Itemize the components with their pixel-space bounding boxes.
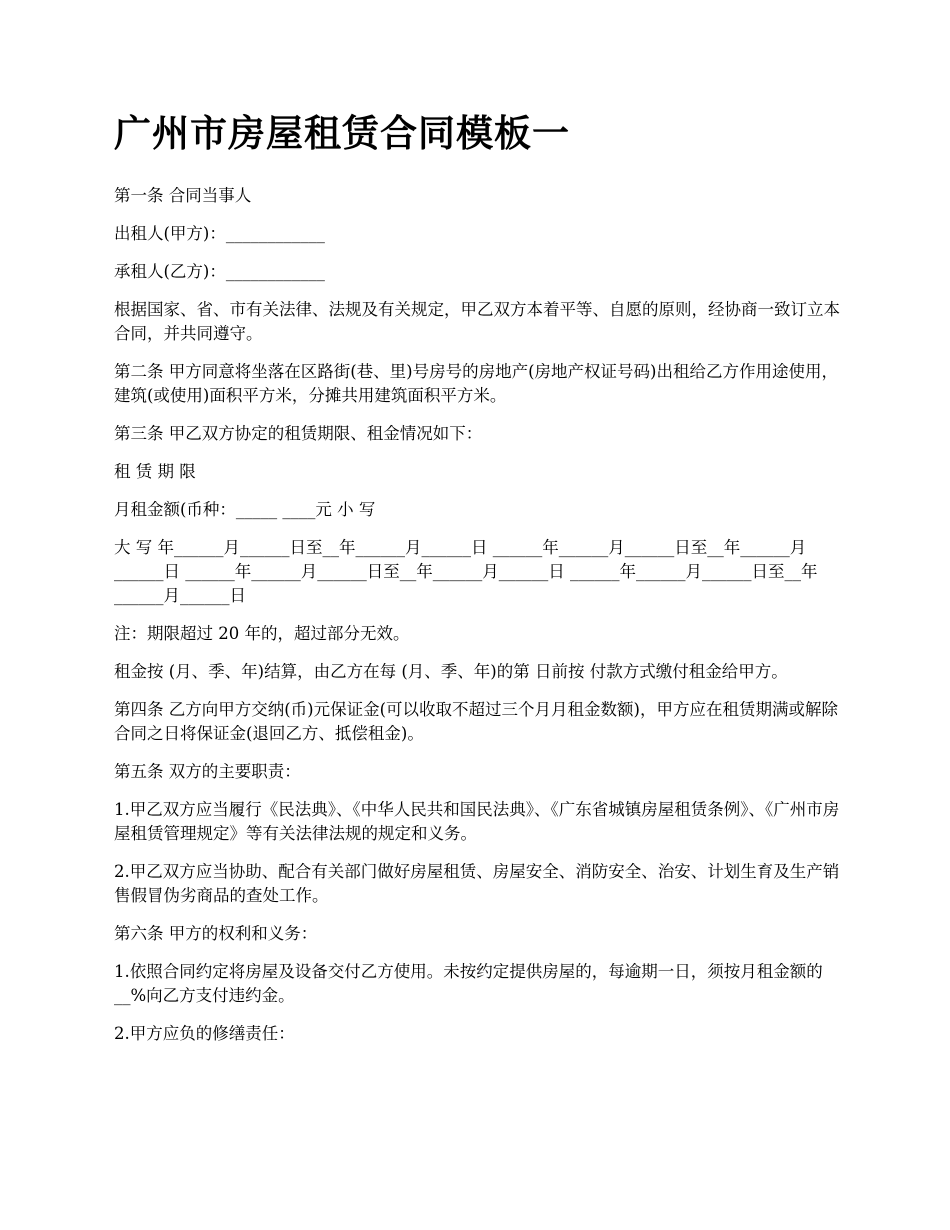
article-5-heading: 第五条 双方的主要职责： [114,762,301,781]
preamble-paragraph: 根据国家、省、市有关法律、法规及有关规定，甲乙双方本着平等、自愿的原则，经协商一致订立本合同，并共同遵守。 [114,300,840,343]
article-6-heading: 第六条 甲方的权利和义务： [114,924,318,943]
document-body [114,108,844,1060]
document-title: 广州市房屋租赁合同模板一 [114,111,570,155]
rent-payment-paragraph: 租金按 (月、季、年)结算，由乙方在每 (月、季、年)的第 日前按 付款方式缴付租金给甲方。 [114,662,788,681]
lease-period-blanks: 大 写 年______月______日至__年______月______日 ______年______月______日至__年______月______日 ______年______月______日至__年______月______日 ______年______月______日至__年______月______日 [114,538,818,605]
term-note: 注：期限超过 20 年的，超过部分无效。 [114,624,410,643]
article-4-paragraph: 第四条 乙方向甲方交纳(币)元保证金(可以收取不超过三个月月租金数额)，甲方应在租赁期满或解除合同之日将保证金(退回乙方、抵偿租金)。 [114,700,838,743]
article-6-item-1: 1.依照合同约定将房屋及设备交付乙方使用。未按约定提供房屋的，每逾期一日，须按月租金额的__%向乙方支付违约金。 [114,962,823,1005]
lessee-line: 承租人(乙方)：____________ [114,262,325,281]
lessor-line: 出租人(甲方)：____________ [114,224,325,243]
article-6-item-2: 2.甲方应负的修缮责任： [114,1024,295,1043]
article-1-heading: 第一条 合同当事人 [114,186,252,205]
lease-term-label: 租 赁 期 限 [114,462,196,481]
monthly-rent-line: 月租金额(币种：_____ ____元 小 写 [114,500,376,519]
article-5-item-2: 2.甲乙双方应当协助、配合有关部门做好房屋租赁、房屋安全、消防安全、治安、计划生育及生产销售假冒伪劣商品的查处工作。 [114,862,840,905]
article-5-item-1: 1.甲乙双方应当履行《民法典》、《中华人民共和国民法典》、《广东省城镇房屋租赁条例》、《广州市房屋租赁管理规定》等有关法律法规的规定和义务。 [114,800,840,843]
article-3-heading: 第三条 甲乙双方协定的租赁期限、租金情况如下： [114,424,483,443]
article-2-paragraph: 第二条 甲方同意将坐落在区路街(巷、里)号房号的房地产(房地产权证号码)出租给乙方作用途使用，建筑(或使用)面积平方米，分摊共用建筑面积平方米。 [114,362,838,405]
